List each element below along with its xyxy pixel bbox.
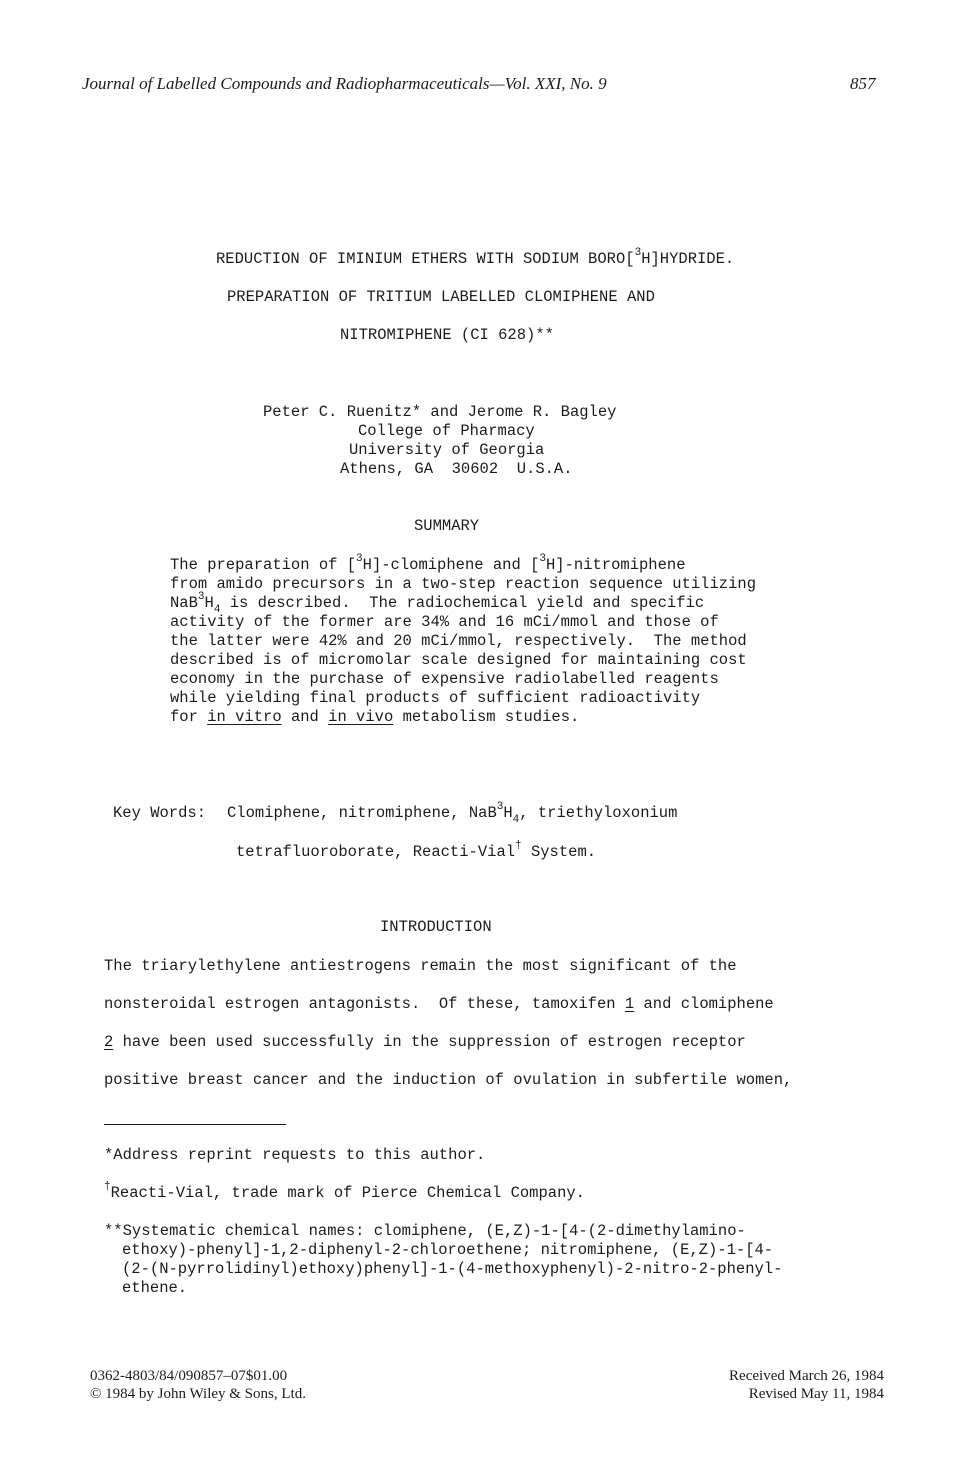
- footnote-reprint: *Address reprint requests to this author.: [104, 1146, 486, 1164]
- superscript: 3: [197, 591, 205, 603]
- summary-text: The preparation of [: [170, 556, 357, 574]
- summary-line-2: from amido precursors in a two-step reaction sequence utilizing: [170, 575, 756, 593]
- summary-text: H]-clomiphene and [: [362, 556, 540, 574]
- intro-text: have been used successfully in the suppression of estrogen receptor: [113, 1033, 746, 1051]
- summary-text: H]-nitromiphene: [545, 556, 686, 574]
- footnote-names-line-4: ethene.: [122, 1279, 188, 1297]
- title-line-1-text-end: H]HYDRIDE.: [641, 250, 735, 268]
- compound-number-2: 2: [104, 1033, 114, 1051]
- summary-line-9: [170, 708, 579, 726]
- footnote-names-line-1: **Systematic chemical names: clomiphene, (E,Z)-1-[4-(2-dimethylamino-: [104, 1222, 746, 1240]
- publication-code: 0362-4803/84/090857–07$01.00: [90, 1368, 288, 1384]
- summary-line-7: economy in the purchase of expensive radiolabelled reagents: [170, 670, 719, 688]
- intro-text: nonsteroidal estrogen antagonists. Of these, tamoxifen: [104, 995, 625, 1013]
- footnote-names-line-2: ethoxy)-phenyl]-1,2-diphenyl-2-chloroethene; nitromiphene, (E,Z)-1-[4-: [122, 1241, 774, 1259]
- intro-line-1: The triarylethylene antiestrogens remain the most significant of the: [104, 957, 737, 975]
- summary-text: NaB: [170, 594, 198, 612]
- author-address: Athens, GA 30602 U.S.A.: [340, 460, 573, 478]
- author-university: University of Georgia: [349, 441, 545, 459]
- page-number: 857: [850, 74, 876, 93]
- subscript: 4: [512, 814, 520, 826]
- footnote-names-line-3: (2-(N-pyrrolidinyl)ethoxy)phenyl]-1-(4-methoxyphenyl)-2-nitro-2-phenyl-: [122, 1260, 783, 1278]
- intro-line-3: [104, 1033, 746, 1051]
- footnote-divider: [104, 1124, 286, 1125]
- summary-text: and: [281, 708, 329, 726]
- keywords-text: H: [503, 804, 513, 822]
- underlined-term-in-vivo: in vivo: [328, 708, 394, 726]
- underlined-term-in-vitro: in vitro: [207, 708, 282, 726]
- superscript: 3: [539, 553, 546, 565]
- keywords-text: System.: [521, 843, 597, 861]
- title-line-3: NITROMIPHENE (CI 628)**: [340, 326, 554, 344]
- summary-line-6: described is of micromolar scale designed for maintaining cost: [170, 651, 747, 669]
- author-names: Peter C. Ruenitz* and Jerome R. Bagley: [263, 403, 617, 421]
- summary-text: metabolism studies.: [393, 708, 580, 726]
- summary-heading: SUMMARY: [414, 517, 480, 535]
- intro-text: and clomiphene: [634, 995, 774, 1013]
- author-department: College of Pharmacy: [358, 422, 535, 440]
- superscript: 3: [356, 553, 363, 565]
- dagger-mark: †: [104, 1181, 111, 1193]
- compound-number-1: 1: [624, 995, 635, 1013]
- subscript: 4: [213, 604, 221, 616]
- summary-text: H: [204, 594, 214, 612]
- keywords-text: Clomiphene, nitromiphene, NaB: [227, 804, 497, 822]
- summary-line-4: activity of the former are 34% and 16 mCi/mmol and those of: [170, 613, 719, 631]
- introduction-heading: INTRODUCTION: [380, 918, 492, 936]
- received-date: Received March 26, 1984: [729, 1368, 884, 1384]
- keywords-text: tetrafluoroborate, Reacti-Vial: [236, 843, 516, 861]
- superscript: 3: [496, 801, 504, 813]
- keywords-line-1: [227, 801, 678, 826]
- summary-line-3: [170, 591, 705, 616]
- title-line-1: [216, 247, 735, 268]
- footnote-text: Reacti-Vial, trade mark of Pierce Chemical Company.: [110, 1184, 585, 1202]
- title-superscript: 3: [634, 247, 642, 259]
- summary-line-8: while yielding final products of sufficient radioactivity: [170, 689, 701, 707]
- journal-running-title: Journal of Labelled Compounds and Radiopharmaceuticals—Vol. XXI, No. 9: [82, 74, 607, 93]
- summary-text: for: [170, 708, 208, 726]
- keywords-label: Key Words:: [113, 804, 207, 822]
- keywords-line-2: [236, 840, 597, 861]
- revised-date: Revised May 11, 1984: [748, 1386, 884, 1402]
- summary-line-1: [170, 553, 686, 574]
- keywords-text: , triethyloxonium: [519, 804, 678, 822]
- intro-line-2: [104, 995, 774, 1013]
- dagger-mark: †: [515, 840, 522, 852]
- footnote-trademark: [104, 1181, 585, 1202]
- copyright-line: © 1984 by John Wiley & Sons, Ltd.: [90, 1386, 306, 1402]
- summary-text: is described. The radiochemical yield and specific: [220, 594, 705, 612]
- title-line-1-text: REDUCTION OF IMINIUM ETHERS WITH SODIUM BORO[: [216, 250, 635, 268]
- title-line-2: PREPARATION OF TRITIUM LABELLED CLOMIPHENE AND: [227, 288, 655, 306]
- intro-line-4: positive breast cancer and the induction of ovulation in subfertile women,: [104, 1071, 793, 1089]
- summary-line-5: the latter were 42% and 20 mCi/mmol, respectively. The method: [170, 632, 747, 650]
